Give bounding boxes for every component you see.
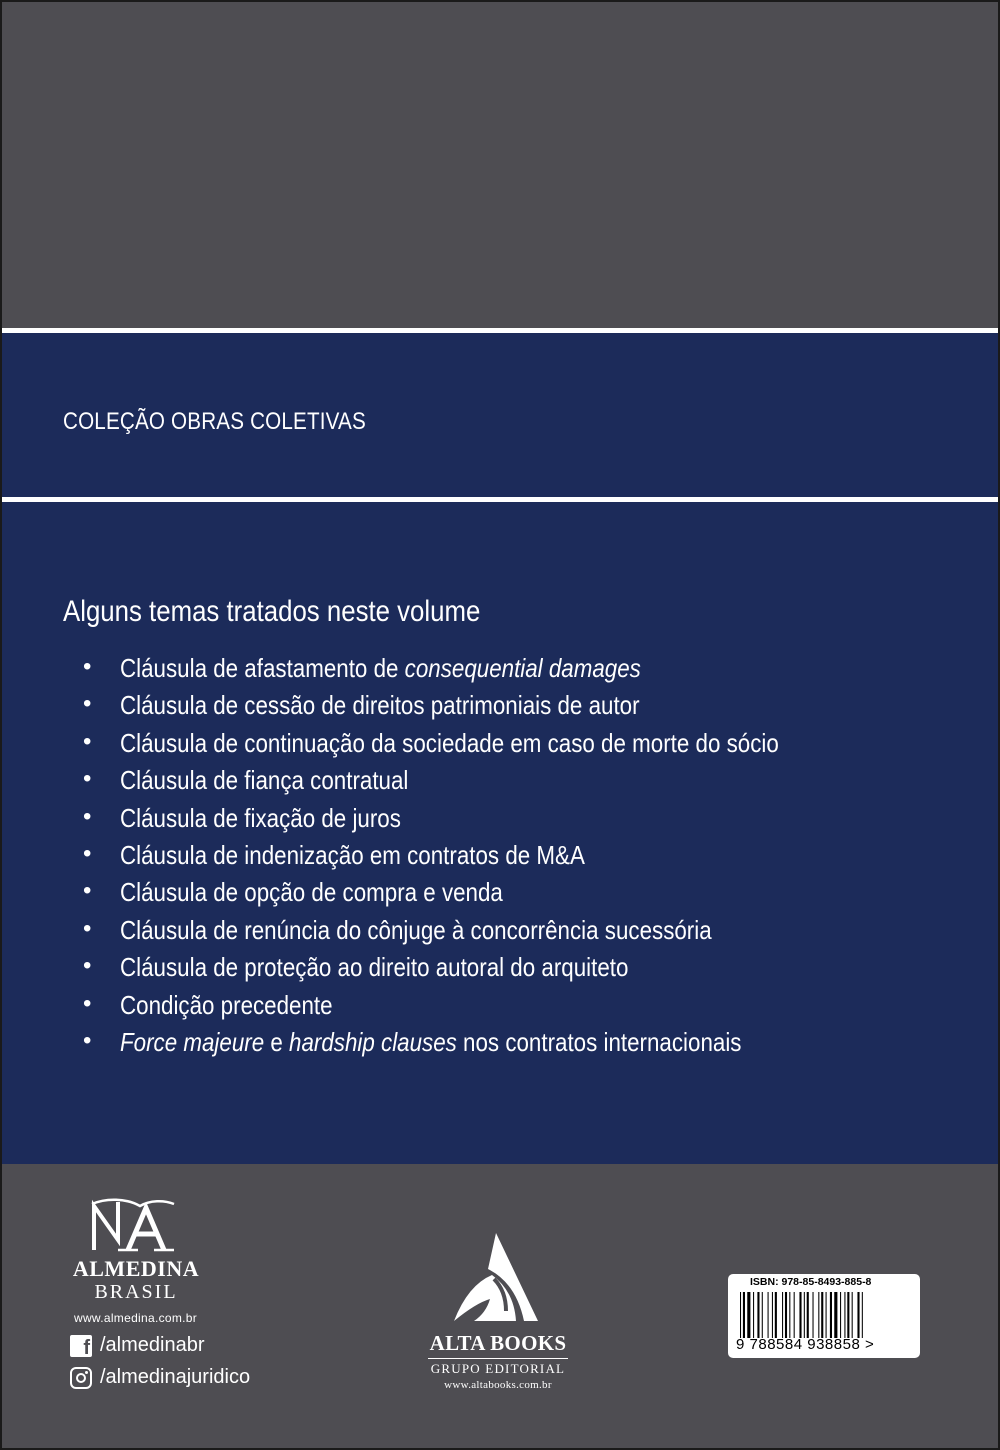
- topic-text-italic: consequential damages: [404, 653, 641, 683]
- topic-text-part: Cláusula de afastamento de: [120, 653, 405, 683]
- barcode-bar: [807, 1292, 809, 1338]
- bullet-icon: •: [83, 877, 92, 905]
- barcode-bar: [740, 1292, 741, 1338]
- barcode-bar: [794, 1292, 795, 1338]
- barcode-bar: [799, 1292, 801, 1338]
- topic-text-part: e: [264, 1026, 290, 1057]
- barcode-bar: [847, 1292, 849, 1338]
- barcode-bar: [762, 1292, 763, 1338]
- topic-text-part: Cláusula de opção de compra e venda: [120, 877, 503, 908]
- barcode-bar: [775, 1292, 777, 1338]
- alta-books-name: ALTA BOOKS: [429, 1331, 567, 1355]
- barcode-bar: [772, 1292, 773, 1338]
- almedina-subname: BRASIL: [94, 1281, 178, 1303]
- topic-text: [120, 877, 503, 908]
- barcode-bar: [826, 1292, 827, 1338]
- topic-text: [120, 728, 779, 759]
- barcode-bar: [834, 1292, 837, 1338]
- topic-text: [120, 990, 333, 1021]
- barcode-bar: [753, 1292, 754, 1338]
- alta-books-logo-icon: [446, 1233, 546, 1323]
- topic-text: [120, 952, 628, 983]
- topics-heading: Alguns temas tratados neste volume: [63, 595, 481, 628]
- topic-text-part: Condição precedente: [120, 989, 333, 1020]
- topic-text-part: nos contratos internacionais: [456, 1026, 742, 1057]
- barcode-bar: [852, 1292, 853, 1338]
- barcode-digits: 9 788584 938858 >: [736, 1336, 875, 1353]
- facebook-icon: f: [70, 1335, 92, 1357]
- almedina-logo-icon: [88, 1196, 178, 1254]
- facebook-row[interactable]: [70, 1334, 205, 1357]
- bullet-icon: •: [83, 1026, 92, 1054]
- topic-text: [120, 915, 712, 946]
- topic-text: [120, 840, 585, 871]
- topic-text-part: Cláusula de continuação da sociedade em caso de morte do sócio: [120, 727, 779, 758]
- topic-text-part: Cláusula de fiança contratual: [120, 765, 409, 796]
- barcode-bar: [821, 1292, 823, 1338]
- bullet-icon: •: [83, 914, 92, 942]
- alta-books-url[interactable]: www.altabooks.com.br: [444, 1379, 552, 1391]
- barcode-bar: [747, 1292, 750, 1338]
- barcode-bar: [789, 1292, 790, 1338]
- barcode-bar: [757, 1292, 759, 1338]
- bullet-icon: •: [83, 765, 92, 793]
- topic-text: [120, 803, 401, 834]
- topic-text-part: Cláusula de indenização em contratos de M&A: [120, 839, 585, 870]
- barcode-bar: [844, 1292, 845, 1338]
- topic-text: [120, 653, 641, 684]
- topic-text-part: Cláusula de cessão de direitos patrimoniais de autor: [120, 690, 640, 721]
- instagram-icon: [70, 1367, 92, 1389]
- bullet-icon: •: [83, 653, 92, 680]
- barcode-bar: [813, 1292, 814, 1338]
- barcode-bar: [840, 1292, 841, 1338]
- topic-text-italic: hardship clauses: [289, 1026, 457, 1057]
- topic-text-part: Cláusula de fixação de juros: [120, 802, 401, 833]
- barcode-bar: [804, 1292, 805, 1338]
- barcode-bar: [830, 1292, 832, 1338]
- isbn-label: ISBN: 978-85-8493-885-8: [750, 1276, 872, 1288]
- almedina-name: ALMEDINA: [72, 1256, 200, 1281]
- facebook-handle[interactable]: /almedinabr: [100, 1334, 205, 1356]
- top-panel: [0, 0, 1000, 328]
- barcode-bar: [857, 1292, 859, 1338]
- topic-text: [120, 765, 408, 796]
- topic-text-part: Cláusula de renúncia do cônjuge à concorrência sucessória: [120, 914, 712, 945]
- barcode-bar: [818, 1292, 819, 1338]
- alta-books-subname: GRUPO EDITORIAL: [430, 1361, 566, 1376]
- bullet-icon: •: [83, 690, 92, 718]
- barcode-bar: [768, 1292, 769, 1338]
- instagram-row[interactable]: [70, 1366, 250, 1389]
- topic-text: [120, 690, 640, 721]
- bullet-icon: •: [83, 989, 92, 1017]
- topic-text-part: Cláusula de proteção ao direito autoral do arquiteto: [120, 952, 629, 983]
- bullet-icon: •: [83, 727, 92, 755]
- instagram-handle[interactable]: /almedinajuridico: [100, 1366, 251, 1388]
- barcode-bar: [782, 1292, 783, 1338]
- bullet-icon: •: [83, 839, 92, 867]
- collection-title: COLEÇÃO OBRAS COLETIVAS: [63, 408, 366, 435]
- almedina-url[interactable]: www.almedina.com.br: [74, 1311, 198, 1325]
- alta-books-rule: [428, 1358, 568, 1359]
- barcode-box: [728, 1274, 920, 1358]
- topic-text: [120, 1027, 741, 1058]
- barcode-bar: [743, 1292, 745, 1338]
- barcode-bar: [862, 1292, 863, 1338]
- barcode-bar: [785, 1292, 787, 1338]
- bullet-icon: •: [83, 952, 92, 980]
- barcode-bars: [738, 1292, 912, 1338]
- topic-text-italic: Force majeure: [120, 1026, 265, 1057]
- bullet-icon: •: [83, 802, 92, 830]
